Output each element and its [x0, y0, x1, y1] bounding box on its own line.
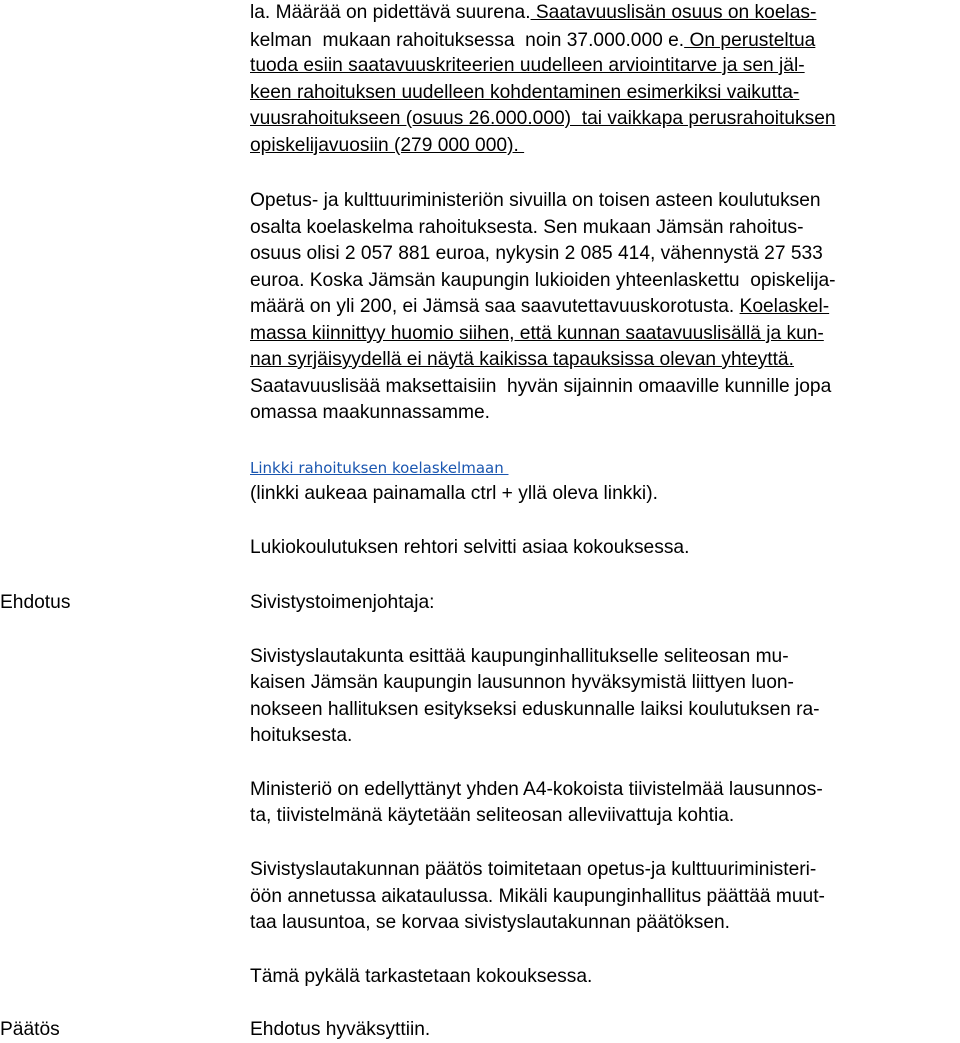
text-line: Ministeriö on edellyttänyt yhden A4-kokoista tiivistelmää lausunnos- [250, 779, 823, 800]
text-line: osuus olisi 2 057 881 euroa, nykysin 2 085 414, vähennystä 27 533 [250, 243, 823, 264]
proposal-label: Ehdotus [0, 592, 71, 613]
underlined-line: massa kiinnittyy huomio siihen, että kunnan saatavuuslisällä ja kun- [250, 323, 824, 344]
text-line [250, 0, 816, 26]
text-line [250, 294, 829, 320]
decision-text: Ehdotus hyväksyttiin. [250, 1019, 431, 1040]
text-line: ta, tiivistelmänä käytetään seliteosan alleviivattuja kohtia. [250, 805, 735, 826]
text-line: Sivistyslautakunta esittää kaupunginhallitukselle seliteosan mu- [250, 646, 789, 667]
underlined-segment: On perusteltua [684, 30, 816, 51]
text-segment: la. Määrää on pidettävä suurena. [250, 2, 531, 23]
underlined-line: keen rahoituksen uudelleen kohdentaminen esimerkiksi vaikutta- [250, 82, 800, 103]
text-line: taa lausuntoa, se korvaa sivistyslautakunnan päätöksen. [250, 912, 730, 933]
underlined-line: opiskelijavuosiin (279 000 000). [250, 135, 525, 156]
link-line [250, 455, 509, 481]
text-line: euroa. Koska Jämsän kaupungin lukioiden yhteenlaskettu opiskelija- [250, 270, 836, 291]
proposal-heading: Sivistystoimenjohtaja: [250, 592, 435, 613]
text-line: Tämä pykälä tarkastetaan kokouksessa. [250, 966, 593, 987]
text-line: nokseen hallituksen esitykseksi eduskunnalle laiksi koulutuksen ra- [250, 699, 820, 720]
underlined-segment: Saatavuuslisän osuus on koelas- [530, 2, 817, 23]
underlined-line: vuusrahoitukseen (osuus 26.000.000) tai vaikkapa perusrahoituksen [250, 108, 836, 129]
text-line: öön annetussa aikataulussa. Mikäli kaupunginhallitus päättää muut- [250, 886, 825, 907]
underlined-segment: Koelaskel- [739, 296, 830, 317]
link-note: (linkki aukeaa painamalla ctrl + yllä oleva linkki). [250, 483, 658, 504]
decision-label: Päätös [0, 1019, 60, 1040]
text-line: hoituksesta. [250, 725, 353, 746]
text-segment: kelman mukaan rahoituksessa noin 37.000.000 e. [250, 30, 685, 51]
text-line: Saatavuuslisää maksettaisiin hyvän sijainnin omaaville kunnille jopa [250, 376, 832, 397]
text-line: osalta koelaskelma rahoituksesta. Sen mukaan Jämsän rahoitus- [250, 217, 804, 238]
rahoitus-koelaskelma-link[interactable]: Linkki rahoituksen koelaskelmaan [250, 459, 509, 477]
text-segment: määrä on yli 200, ei Jämsä saa saavutettavuuskorotusta. [250, 296, 740, 317]
underlined-line: nan syrjäisyydellä ei näytä kaikissa tapauksissa olevan yhteyttä. [250, 349, 794, 370]
text-line: kaisen Jämsän kaupungin lausunnon hyväksymistä liittyen luon- [250, 672, 794, 693]
rector-line: Lukiokoulutuksen rehtori selvitti asiaa kokouksessa. [250, 537, 690, 558]
text-line [250, 28, 815, 54]
text-line: Opetus- ja kulttuuriministeriön sivuilla on toisen asteen koulutuksen [250, 190, 821, 211]
text-line: Sivistyslautakunnan päätös toimitetaan opetus-ja kulttuuriministeri- [250, 859, 817, 880]
text-line: omassa maakunnassamme. [250, 402, 490, 423]
underlined-line: tuoda esiin saatavuuskriteerien uudelleen arviointitarve ja sen jäl- [250, 55, 805, 76]
